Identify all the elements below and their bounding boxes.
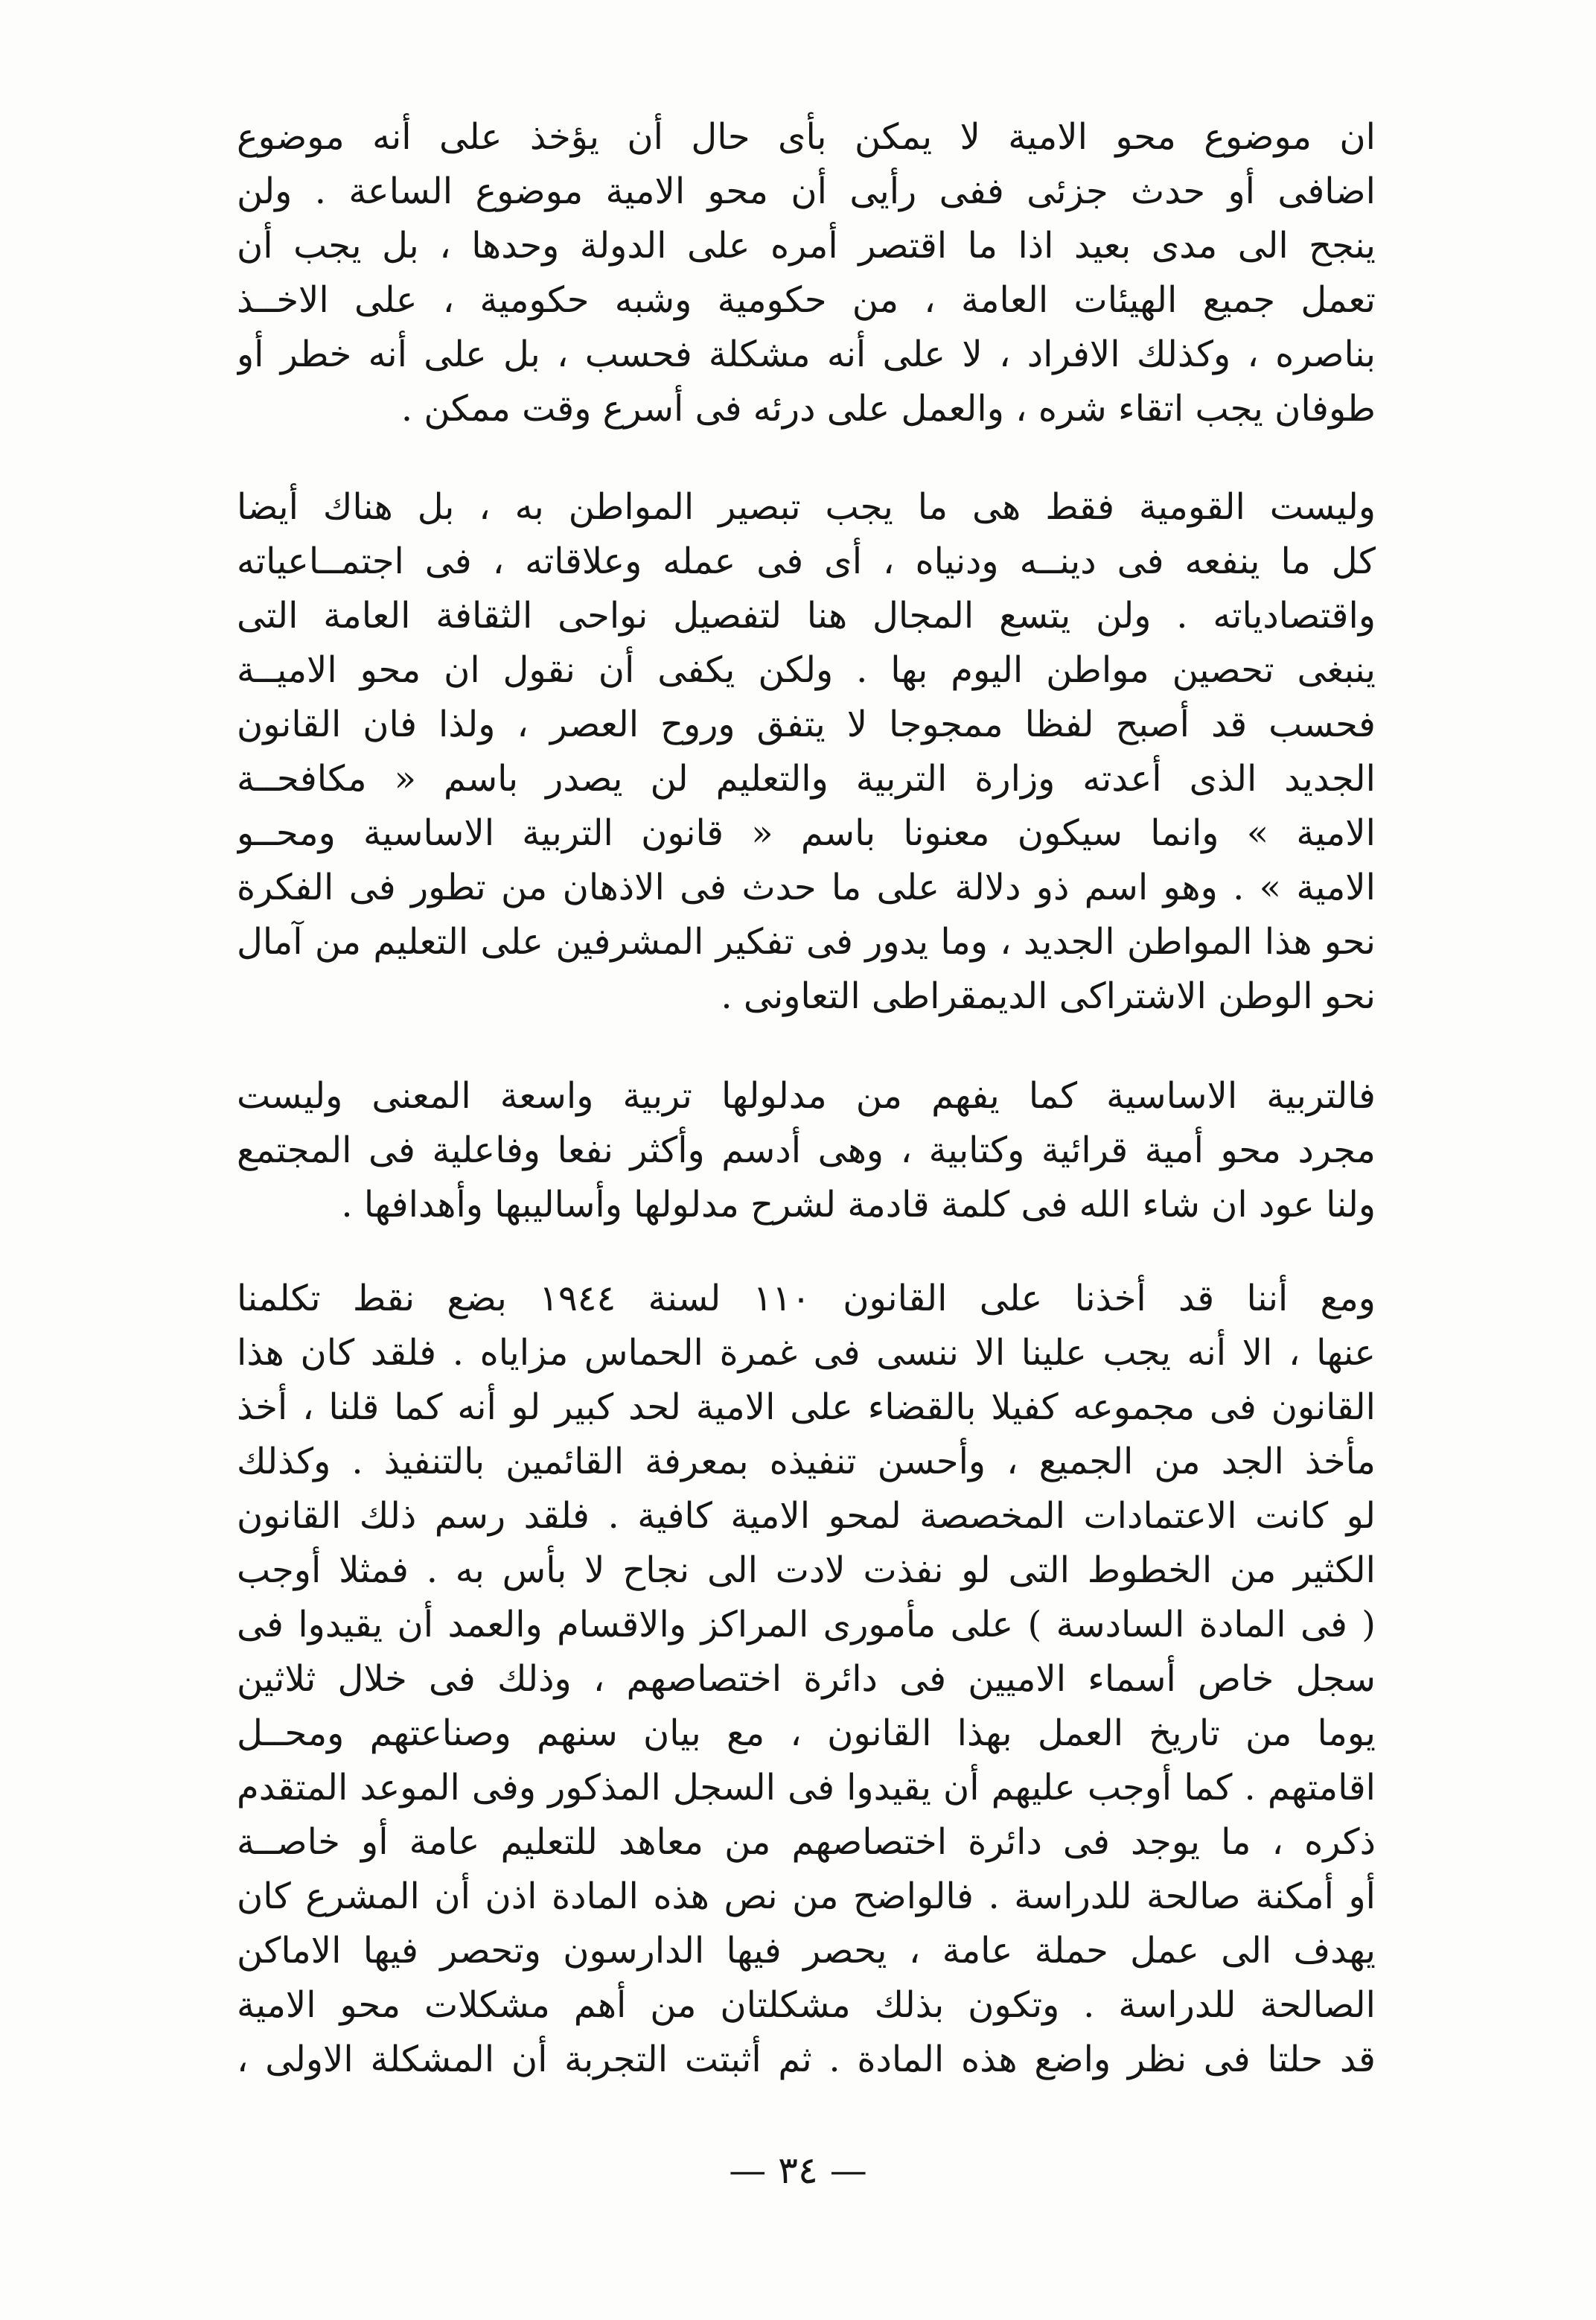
paragraph-new-law (237, 480, 1376, 1024)
text-line: طوفان يجب اتقاء شره ، والعمل على درئه فى أسرع وقت ممكن . (400, 388, 1376, 430)
text-line: مجرد محو أمية قرائية وكتابية ، وهى أدسم وأكثر نفعا وفاعلية فى المجتمع (237, 1129, 1376, 1171)
paragraph-literacy-importance (237, 110, 1376, 436)
text-line: ذكره ، ما يوجد فى دائرة اختصاصهم من معاهد للتعليم عامة أو خاصــة (237, 1821, 1376, 1863)
text-line: ( فى المادة السادسة ) على مأمورى المراكز والاقسام والعمد أن يقيدوا فى (237, 1604, 1376, 1645)
text-line: الامية » . وهو اسم ذو دلالة على ما حدث فى الاذهان من تطور فى الفكرة (237, 867, 1376, 908)
text-line: يهدف الى عمل حملة عامة ، يحصر فيها الدارسون وتحصر فيها الاماكن (237, 1930, 1376, 1972)
text-line: الصالحة للدراسة . وتكون بذلك مشكلتان من أهم مشكلات محو الامية (237, 1984, 1376, 2026)
text-line: مأخذ الجد من الجميع ، وأحسن تنفيذه بمعرفة القائمين بالتنفيذ . وكذلك (237, 1441, 1376, 1482)
text-line: كل ما ينفعه فى دينــه ودنياه ، أى فى عمله وعلاقاته ، فى اجتمــاعياته (237, 541, 1376, 582)
text-line: نحو الوطن الاشتراكى الديمقراطى التعاونى . (721, 975, 1376, 1017)
text-line: أو أمكنة صالحة للدراسة . فالواضح من نص هذه المادة اذن أن المشرع كان (237, 1876, 1376, 1917)
text-line: نحو هذا المواطن الجديد ، وما يدور فى تفكير المشرفين على التعليم من آمال (237, 921, 1376, 963)
text-line: الكثير من الخطوط التى لو نفذت لادت الى نجاح لا بأس به . فمثلا أوجب (237, 1549, 1376, 1591)
text-line: الجديد الذى أعدته وزارة التربية والتعليم لن يصدر باسم « مكافحــة (237, 758, 1376, 800)
page-number: — ٣٤ — (729, 2149, 867, 2192)
text-line: ومع أننا قد أخذنا على القانون ١١٠ لسنة ١٩٤٤ بضع نقط تكلمنا (237, 1278, 1376, 1319)
text-line: ان موضوع محو الامية لا يمكن بأى حال أن يؤخذ على أنه موضوع (237, 116, 1376, 158)
text-line: بناصره ، وكذلك الافراد ، لا على أنه مشكلة فحسب ، بل على أنه خطر أو (237, 334, 1376, 375)
text-line: لو كانت الاعتمادات المخصصة لمحو الامية كافية . فلقد رسم ذلك القانون (237, 1495, 1376, 1537)
text-line: ينبغى تحصين مواطن اليوم بها . ولكن يكفى أن نقول ان محو الاميــة (237, 649, 1376, 691)
text-line: ينجح الى مدى بعيد اذا ما اقتصر أمره على الدولة وحدها ، بل يجب أن (237, 225, 1376, 267)
text-line: عنها ، الا أنه يجب علينا الا ننسى فى غمرة الحماس مزاياه . فلقد كان هذا (237, 1332, 1376, 1374)
text-line: الامية » وانما سيكون معنونا باسم « قانون التربية الاساسية ومحــو (237, 812, 1376, 854)
text-line: قد حلتا فى نظر واضع هذه المادة . ثم أثبتت التجربة أن المشكلة الاولى ، (237, 2039, 1376, 2080)
text-line: اضافى أو حدث جزئى ففى رأيى أن محو الامية موضوع الساعة . ولن (237, 171, 1376, 212)
paragraph-basic-education (237, 1069, 1376, 1232)
text-line: فالتربية الاساسية كما يفهم من مدلولها تربية واسعة المعنى وليست (237, 1075, 1376, 1117)
paragraph-law-110 (237, 1272, 1376, 2087)
text-line: ولنا عود ان شاء الله فى كلمة قادمة لشرح مدلولها وأساليبها وأهدافها . (341, 1184, 1376, 1226)
text-line: اقامتهم . كما أوجب عليهم أن يقيدوا فى السجل المذكور وفى الموعد المتقدم (237, 1767, 1376, 1808)
text-line: يوما من تاريخ العمل بهذا القانون ، مع بيان سنهم وصناعتهم ومحــل (237, 1712, 1376, 1754)
text-line: تعمل جميع الهيئات العامة ، من حكومية وشبه حكومية ، على الاخــذ (237, 279, 1376, 321)
text-line: فحسب قد أصبح لفظا ممجوجا لا يتفق وروح العصر ، ولذا فان القانون (237, 704, 1376, 745)
text-line: وليست القومية فقط هى ما يجب تبصير المواطن به ، بل هناك أيضا (237, 486, 1376, 528)
text-line: سجل خاص أسماء الاميين فى دائرة اختصاصهم ، وذلك فى خلال ثلاثين (237, 1658, 1376, 1700)
text-line: القانون فى مجموعه كفيلا بالقضاء على الامية لحد كبير لو أنه كما قلنا ، أخذ (237, 1386, 1376, 1428)
text-line: واقتصادياته . ولن يتسع المجال هنا لتفصيل نواحى الثقافة العامة التى (237, 595, 1376, 637)
